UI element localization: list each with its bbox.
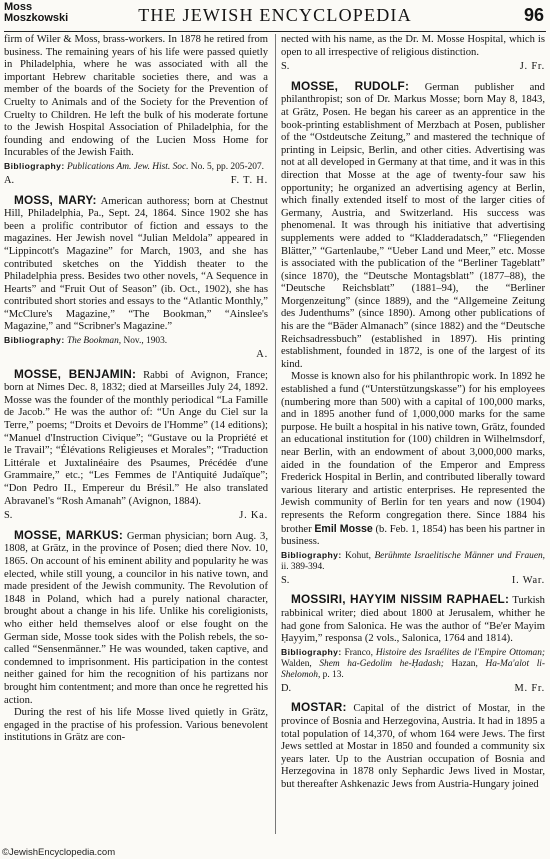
signature	[4, 349, 268, 362]
entry-headword: MOSSE, BENJAMIN:	[14, 366, 137, 381]
entry-headword: MOSTAR:	[291, 700, 347, 715]
signature-left: A.	[4, 174, 15, 186]
signature-left: S.	[281, 61, 290, 73]
bibliography-title: Publications Am. Jew. Hist. Soc.	[66, 161, 189, 172]
signature	[281, 683, 545, 696]
page-number: 96	[523, 5, 544, 25]
entry-headword: MOSSIRI, HAYYIM NISSIM RAPHAEL:	[291, 592, 510, 607]
bibliography-label: Bibliography:	[4, 160, 65, 171]
bibliography-title: Ha-Ma'alot li-Shelomoh,	[281, 658, 546, 680]
entry-body: Capital of the district of Mostar, in the province of Bosnia and Herzegovina, Austria. It had in 1895 a total population of 14,370, of whom 164 were Jews. The first Jews settled at Mostar in 1850 and founded a community six years later. Up to the Austrian occupation of Bosnia and Herzegovina in 1878 only Sephardic Jews lived in Mostar, but thereafter Ashkenazic Jews from Austria-Hungary joined	[281, 703, 545, 790]
signature-left: S.	[281, 574, 290, 586]
bibliography-detail: Kohut,	[345, 550, 371, 561]
entry-text: During the rest of his life Mosse lived quietly in Grätz, engaged in the practise of his profession. Various benevolent institutions in Grätz are con-	[4, 707, 268, 744]
entry-text	[4, 529, 268, 707]
entry-body: Turkish rabbinical writer; died about 1800 at Jerusalem, whither he had gone from Salonica. He was the author of “Be'er Mayim Ḥayyim,” responsa (2 vols., Salonica, 1764 and 1814).	[281, 595, 545, 645]
signature-right: I. War.	[511, 574, 545, 586]
entry-moss-mary	[4, 194, 268, 362]
continued-text: firm of Wiler & Moss, brass-workers. In 1878 he retired from business. The remaining years of his life were passed quietly in Philadelphia, where he was associated with all the important Hebrew charitable societies there, and was a member of the boards of the Society for the Prevention of Cruelty to Animals and of the Society for the Prevention of Cruelty to Children. He left the bulk of his moderate fortune to the Jewish Hospital Association of Philadelphia, for the founding and endowing of the Lucien Moss Home for Incurables of the Jewish Faith.	[4, 34, 268, 159]
bibliography-detail: Walden,	[281, 658, 312, 669]
bibliography	[4, 161, 268, 173]
signature-right: M. Fr.	[514, 682, 545, 694]
bibliography-detail: ii. 389-394.	[281, 561, 325, 572]
entry-mossiri	[281, 593, 545, 695]
entry-text	[4, 194, 268, 335]
bibliography-title: Berühmte Israelitische Männer und Frauen,	[374, 550, 546, 561]
continued-text: nected with his name, as the Dr. M. Mosse Hospital, which is open to all irrespective of religious distinction.	[281, 34, 545, 58]
bibliography	[281, 647, 545, 681]
signature-left: D.	[281, 682, 292, 694]
bibliography	[4, 335, 268, 347]
entry-text	[281, 80, 545, 372]
entry-body: German publisher and philanthropist; son of Dr. Markus Mosse; born May 8, 1843, at Grätz, Posen. He began his career as an apprentice in the book-printing establishment of Merzbach at Posen, publisher of the “Ostdeutsche Zeitung,” and mastered the technique of printing in Leipsic, Berlin, and other cities. Advertising was not at all developed in Germany at that time, and it was in this direction that Mosse at the age of twenty-four saw his opportunity; he organized an advertising agency at Berlin, which finally extended itself to most of the larger cities of Germany, Austria, and Switzerland. His success was phenomenal. It was through his initiative that advertising supplements were added to “Kladderadatsch,” “Fliegenden Blätter,” “Gartenlaube,” “Ueber Land und Meer,” etc. Mosse is associated with the publication of the “Berliner Tageblatt” (since 1870), the “Deutsche Montagsblatt” (1877–88), the “Deutsche Reichsblatt” (1881–94), the “Berliner Morgenzeitung” (since 1889), and the “Allgemeine Zeitung des Judenthums” (since 1890). Among other publications of his are the “Bäder Almanach” (since 1882) and the “Deutsche Reichsadressbuch” (established in 1897). His printing establishment, founded in 1872, is one of the largest of its kind.	[281, 81, 545, 370]
bibliography-title: Shem ha-Gedolim he-Ḥadash;	[319, 658, 444, 669]
signature-right: F. T. H.	[230, 174, 268, 186]
signature-left: S.	[4, 510, 13, 522]
entry-body: (b. Feb. 1, 1854) has been his partner in business.	[281, 523, 545, 548]
bibliography-label: Bibliography:	[281, 549, 342, 560]
cross-reference: Emil Mosse	[314, 522, 373, 535]
guide-word-last: Moszkowski	[4, 12, 69, 24]
page-header	[4, 1, 546, 32]
signature	[4, 175, 268, 188]
column-divider	[275, 34, 276, 834]
entry-mosse-markus	[4, 529, 268, 745]
bibliography-detail: Hazan,	[451, 658, 478, 669]
signature-right: J. Fr.	[519, 61, 545, 73]
entry-text	[281, 593, 545, 645]
bibliography-title: The Bookman,	[66, 336, 122, 347]
entry-text	[281, 701, 545, 791]
signature	[281, 575, 545, 588]
bibliography-detail: p. 13.	[322, 669, 344, 680]
bibliography-label: Bibliography:	[4, 335, 65, 346]
bibliography-title: Histoire des Israélites de l'Empire Ottoman;	[375, 647, 546, 658]
entry-body: German physician; born Aug. 3, 1808, at Grätz, in the province of Posen; died there Nov. 10, 1865. On account of his eminent ability and popularity he was elected, while still young, a councilor in his native town, and made president of the Jewish community. The Revolution of 1848 in Poland, which had a purely national character, brought about a change in his life. Unlike his coreligionists, who either held themselves aloof or else fought on the German side, Mosse took sides with the Polish rebels, the so-called “Sensenmänner.” He was wounded, taken captive, and condemned to imprisonment. His participation in the contest neither gained for him the recognition of his partizans nor brought him contentment; and more than once he regretted his action.	[4, 530, 268, 706]
entry-mosse-rudolf	[281, 80, 545, 588]
entry-mosse-benjamin	[4, 368, 268, 523]
entry-mostar	[281, 701, 545, 791]
watermark: ©JewishEncyclopedia.com	[2, 847, 116, 858]
entry-headword: MOSSE, MARKUS:	[14, 527, 123, 542]
entry-body: American authoress; born at Chestnut Hill, Philadelphia, Pa., Sept. 24, 1864. Since 1902 she has been a prolific contributor of fiction and essays to the magazines. Her Jewish novel “Julian Meldola” appeared in “Lippincott's Magazine” for March, 1903, and she has contributed sketches on the Yiddish theater to the Philadelphia press. Besides two other novels, “A Sequence in Hearts” and “Fruit Out of Season” (ib. Oct., 1902), she has contributed short stories and essays to the “Atlantic Monthly,” “McClure's Magazine,” “The Bookman,” “Ainslee's Magazine,” and “Scribner's Magazine.”	[4, 195, 268, 333]
entry-text	[4, 368, 268, 509]
entry-headword: MOSS, MARY:	[14, 192, 97, 207]
entry-headword: MOSSE, RUDOLF:	[291, 78, 410, 93]
signature-right: J. Ka.	[239, 510, 268, 522]
entry-text	[281, 371, 545, 548]
right-column	[281, 34, 545, 791]
signature	[281, 61, 545, 74]
bibliography-label: Bibliography:	[281, 646, 342, 657]
bibliography-detail: Franco,	[344, 647, 373, 658]
running-title: THE JEWISH ENCYCLOPEDIA	[138, 5, 412, 25]
signature-right: A.	[256, 349, 268, 361]
bibliography-detail: No. 5, pp. 205-207.	[190, 161, 264, 172]
guide-word-first: Moss	[4, 1, 33, 13]
entry-body: Rabbi of Avignon, France; born at Nimes Dec. 8, 1832; died at Marseilles July 24, 1892. Mosse was the founder of the monthly periodical “La Famille de Jacob.” He was the author of: “Un Ange du Ciel sur la Terre,” poems; “Droits et Devoirs de l'Homme” (14 editions); “Manuel d'Instruction Civique”; “Gustave ou la Propriété et le Travail”; “Élévations Religieuses et Morales”; “Traduction Littérale et Juxtalinéaire des Psaumes, Précédée d'une Grammaire,” etc.; “Les Femmes de l'Antiquité Judaïque”; “Don Pedro II., Empereur du Brésil.” He also translated Abravanel's “Rosh Amanah” (Avignon, 1884).	[4, 369, 268, 507]
bibliography	[281, 550, 545, 573]
entry-body: Mosse is known also for his philanthropic work. In 1892 he established a fund (“Unterstützungskasse”) for his employees (numbering more than 500) with a capital of 100,000 marks, and in 1895 another fund of 1,000,000 marks for the same purpose. He built a hospital in his native town, Grätz, founded an educational institution for (100) children in Wilhelmsdorf, near Berlin, with an endowment of about 3,000,000 marks, aided in the foundation of the Emperor and Empress Frederick Hospital in Berlin, and contributed liberally toward various literary and artistic enterprises. He represented the Jewish community of Berlin for ten years and now (1904) represents the Reform congregation there. Since 1884 his brother	[281, 371, 545, 535]
signature	[4, 510, 268, 523]
bibliography-detail: Nov., 1903.	[123, 336, 168, 347]
left-column	[4, 34, 268, 745]
